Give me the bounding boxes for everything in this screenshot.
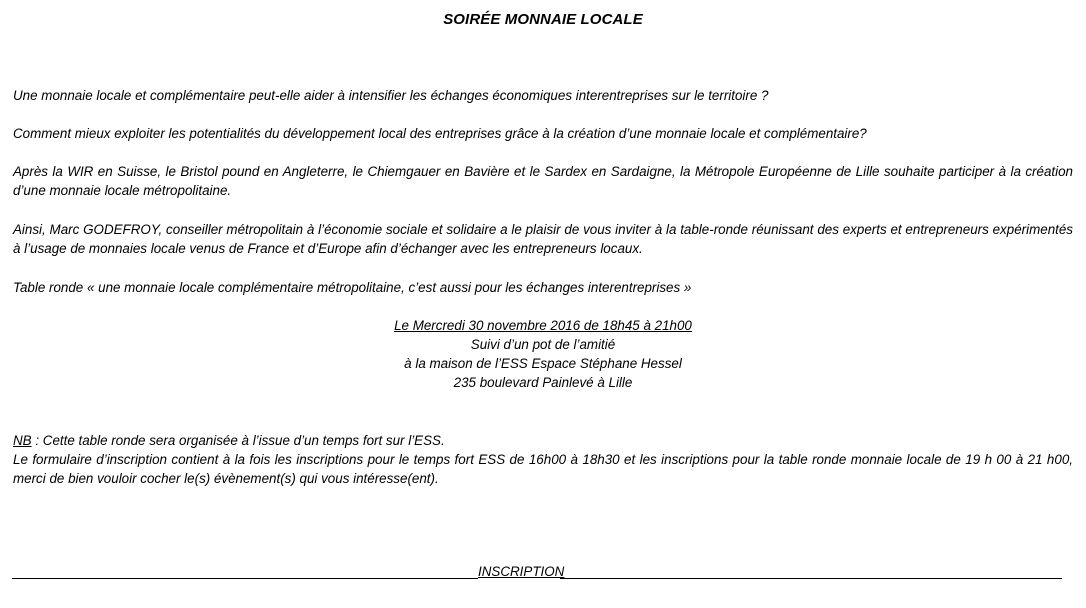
nb-label: NB <box>13 433 32 448</box>
nb-line-2: Le formulaire d’inscription contient à la fois les inscriptions pour le temps fort ESS de 16h00 à 18h30 et les inscriptions pour la table ronde monnaie locale de 19 h 00 à 21 h00, merci de bien vouloir cocher le(s) évènement(s) qui vous intéresse(ent). <box>13 452 1073 486</box>
invitation-paragraph: Ainsi, Marc GODEFROY, conseiller métropolitain à l’économie sociale et solidaire a le plaisir de vous inviter à la table-ronde réunissant des experts et entrepreneurs expérimentés à l’usage de monnaies locale venus de France et d’Europe afin d’échanger avec les entrepreneurs locaux. <box>13 222 1073 256</box>
table-ronde-title: Table ronde « une monnaie locale complémentaire métropolitaine, c’est aussi pour les échanges interentreprises » <box>13 280 692 295</box>
nb-note <box>13 431 1073 488</box>
nb-text: : Cette table ronde sera organisée à l’issue d’un temps fort sur l’ESS. <box>31 433 445 448</box>
document-title: SOIRÉE MONNAIE LOCALE <box>443 11 643 28</box>
inscription-label: INSCRIPTION <box>478 564 565 579</box>
nb-line-1 <box>13 431 1073 450</box>
question-paragraph-1: Une monnaie locale et complémentaire peut-elle aider à intensifier les échanges économiques interentreprises sur le territoire ? <box>13 88 769 103</box>
question-paragraph-2: Comment mieux exploiter les potentialités du développement local des entreprises grâce à la création d’une monnaie locale et complémentaire? <box>13 126 867 141</box>
event-followup: Suivi d’un pot de l’amitié <box>470 337 616 352</box>
inscription-footer <box>12 562 1062 582</box>
context-paragraph: Après la WIR en Suisse, le Bristol pound en Angleterre, le Chiemgauer en Bavière et le Sardex en Sardaigne, la Métropole Européenne de Lille souhaite participer à la création d’une monnaie locale métropolitaine. <box>13 164 1073 198</box>
event-address: 235 boulevard Painlevé à Lille <box>453 375 633 390</box>
event-details <box>0 316 1086 392</box>
footer-rule-right <box>560 578 1062 579</box>
footer-rule-left <box>12 578 478 579</box>
event-venue: à la maison de l’ESS Espace Stéphane Hessel <box>404 356 682 371</box>
event-date: Le Mercredi 30 novembre 2016 de 18h45 à 21h00 <box>394 318 692 333</box>
